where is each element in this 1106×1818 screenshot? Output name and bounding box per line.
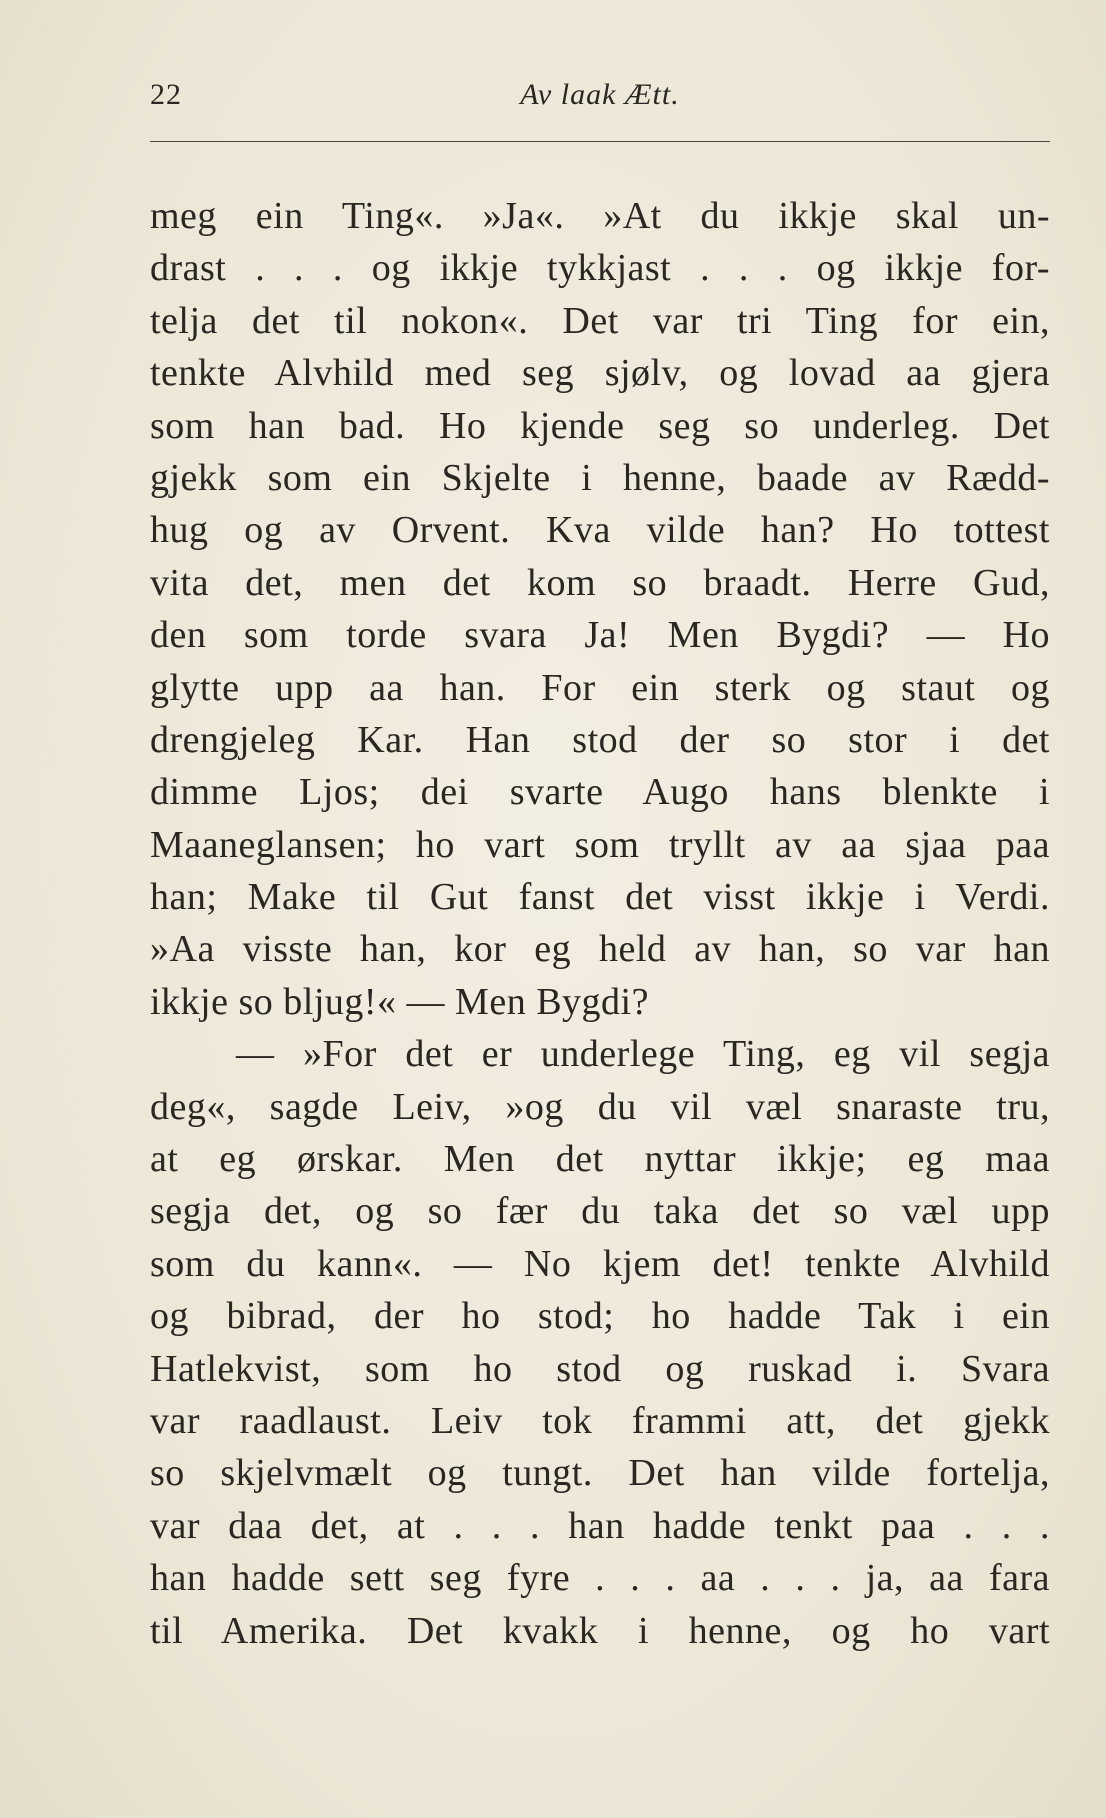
text-line: den som torde svara Ja! Men Bygdi? — Ho (150, 614, 1050, 657)
page-header (150, 78, 1050, 128)
text-line: vita det, men det kom so braadt. Herre Gud, (150, 561, 1050, 604)
text-line: Hatlekvist, som ho stod og ruskad i. Svara (150, 1347, 1050, 1390)
text-line: Maaneglansen; ho vart som tryllt av aa sjaa paa (150, 823, 1050, 866)
text-line: »Aa visste han, kor eg held av han, so var han (150, 928, 1050, 971)
text-line: glytte upp aa han. For ein sterk og staut og (150, 666, 1050, 709)
text-line: drast . . . og ikkje tykkjast . . . og ikkje for- (150, 247, 1050, 290)
text-line: — »For det er underlege Ting, eg vil segja (236, 1033, 1050, 1076)
text-line: dimme Ljos; dei svarte Augo hans blenkte i (150, 771, 1050, 814)
text-line: som du kann«. — No kjem det! tenkte Alvhild (150, 1242, 1050, 1285)
text-line: hug og av Orvent. Kva vilde han? Ho tottest (150, 509, 1050, 552)
text-line: ikkje so bljug!« — Men Bygdi? (150, 980, 649, 1023)
text-line: tenkte Alvhild med seg sjølv, og lovad aa gjera (150, 352, 1050, 395)
text-line: so skjelvmælt og tungt. Det han vilde fortelja, (150, 1452, 1050, 1495)
running-title: Av laak Ætt. (520, 78, 680, 111)
text-line: han; Make til Gut fanst det visst ikkje i Verdi. (150, 876, 1050, 919)
text-line: gjekk som ein Skjelte i henne, baade av Rædd- (150, 456, 1050, 499)
text-line: deg«, sagde Leiv, »og du vil væl snaraste tru, (150, 1085, 1050, 1128)
page-number: 22 (150, 78, 182, 111)
text-line: segja det, og so fær du taka det so væl upp (150, 1190, 1050, 1233)
text-line: meg ein Ting«. »Ja«. »At du ikkje skal un- (150, 195, 1050, 237)
body-text (150, 190, 1050, 1657)
text-line: som han bad. Ho kjende seg so underleg. Det (150, 404, 1050, 447)
text-line: han hadde sett seg fyre . . . aa . . . ja, aa fara (150, 1557, 1050, 1600)
text-line: til Amerika. Det kvakk i henne, og ho vart (150, 1609, 1050, 1652)
text-line: telja det til nokon«. Det var tri Ting for ein, (150, 299, 1050, 342)
text-line: var daa det, at . . . han hadde tenkt paa . . . (150, 1504, 1050, 1547)
text-line: var raadlaust. Leiv tok frammi att, det gjekk (150, 1399, 1050, 1442)
text-line: at eg ørskar. Men det nyttar ikkje; eg maa (150, 1138, 1050, 1181)
header-rule (150, 141, 1050, 142)
text-line: drengjeleg Kar. Han stod der so stor i det (150, 718, 1050, 761)
text-line: og bibrad, der ho stod; ho hadde Tak i ein (150, 1295, 1050, 1338)
